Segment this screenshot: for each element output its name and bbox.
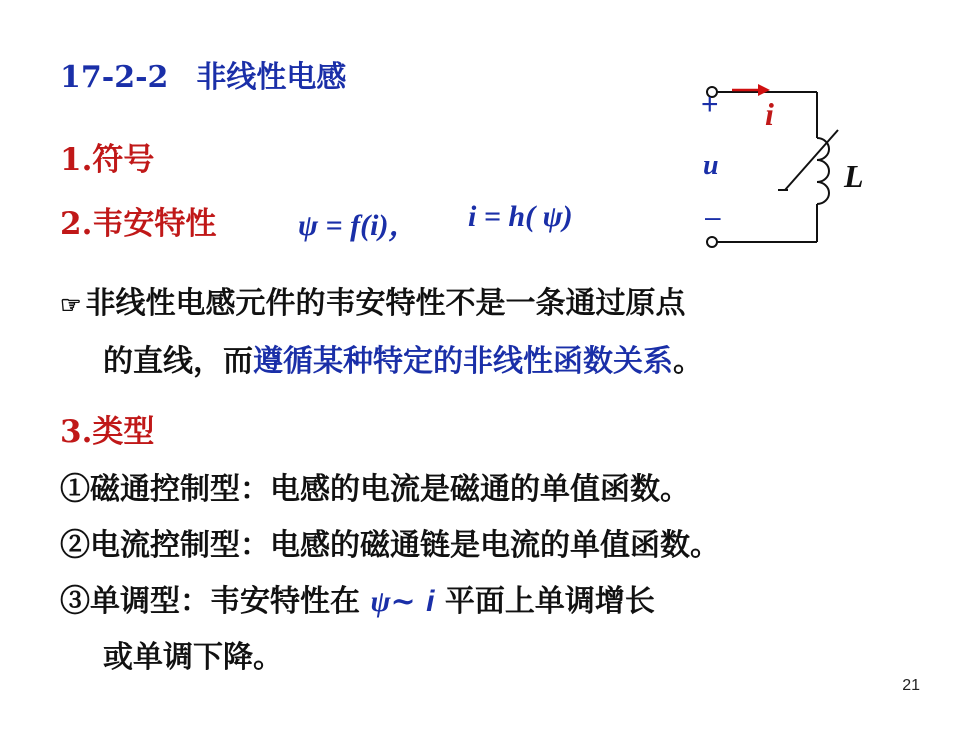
bottom-terminal <box>707 237 717 247</box>
note-line-2 <box>103 336 703 380</box>
type-3-psi: ψ <box>370 585 391 618</box>
type-item-2: ②电流控制型：电感的磁通链是电流的单值函数。 <box>60 528 720 563</box>
section-title: 非线性电感 <box>196 60 347 95</box>
note-text-2-prefix: 的直线，而 <box>103 344 253 379</box>
type-3-prefix: ③单调型：韦安特性在 <box>60 584 360 619</box>
section-types: 3.类型 <box>60 414 155 450</box>
section-symbol: 1.符号 <box>60 142 155 178</box>
minus-sign: – <box>705 201 721 232</box>
formula-i-of-psi: i = h( ψ) <box>468 200 573 233</box>
page-number: 21 <box>902 677 920 694</box>
type-item-1: ①磁通控制型：电感的电流是磁通的单值函数。 <box>60 472 690 507</box>
inductance-label: L <box>844 158 864 194</box>
voltage-label: u <box>703 150 719 181</box>
plus-sign: + <box>701 88 719 121</box>
type-3-i: i <box>426 585 435 618</box>
type-3-suffix: 平面上单调增长 <box>444 584 655 619</box>
hand-pointing-icon: ☞ <box>60 290 82 319</box>
note-text-2-highlight: 遵循某种特定的非线性函数关系 <box>253 344 673 379</box>
type-3-tilde: ~ <box>390 584 416 619</box>
note-text-1: 非线性电感元件的韦安特性不是一条通过原点 <box>85 286 686 321</box>
nonlinear-slash <box>785 130 838 190</box>
note-text-2-suffix: 。 <box>673 344 703 379</box>
formula-psi-of-i: ψ = f(i)， <box>298 209 419 242</box>
note-line-1 <box>60 278 686 322</box>
section-number: 17-2-2 <box>60 60 169 95</box>
current-label: i <box>765 96 774 132</box>
section-characteristic: 2.韦安特性 <box>60 206 217 242</box>
type-item-3-line-2: 或单调下降。 <box>103 640 283 675</box>
type-item-3 <box>60 576 655 620</box>
current-arrow-icon <box>732 84 770 96</box>
page-title <box>60 52 346 96</box>
